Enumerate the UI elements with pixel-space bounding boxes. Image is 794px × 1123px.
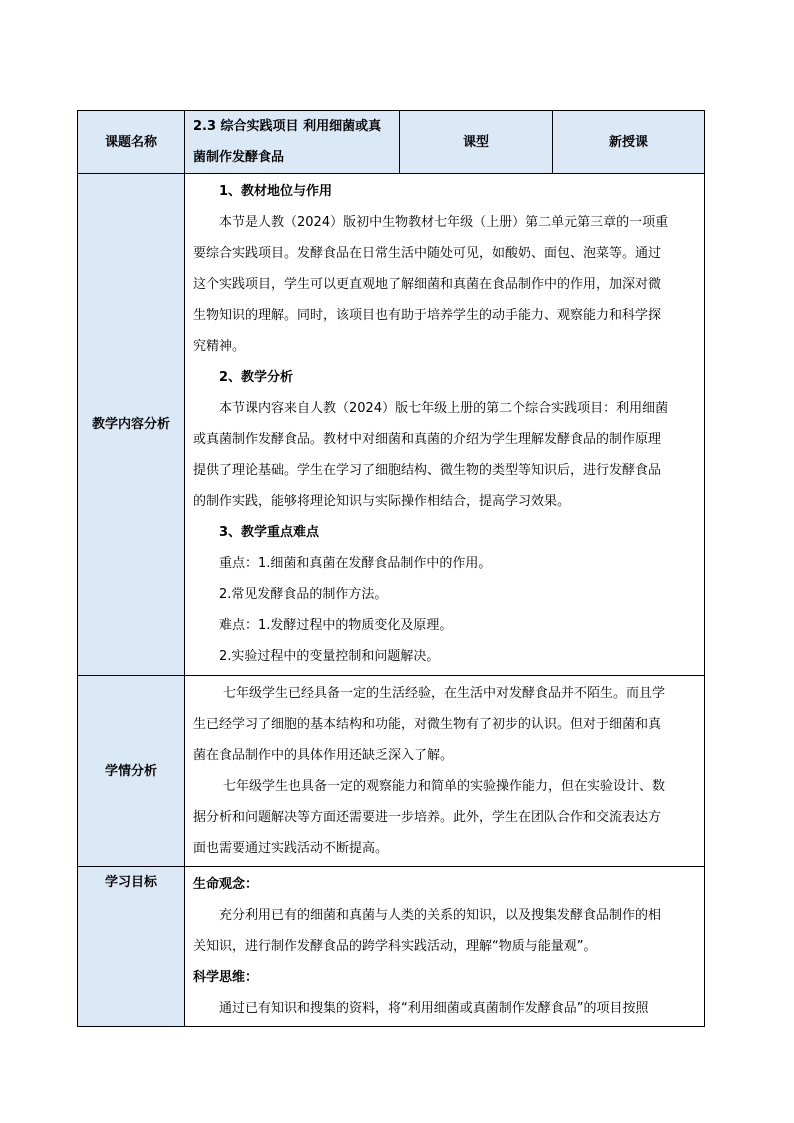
paragraph-line: 2.常见发酵食品的制作方法。 [219, 587, 388, 602]
paragraph-line: 的制作实践，能够将理论知识与实际操作相结合，提高学习效果。 [193, 494, 571, 509]
lesson-type-value: 新授课 [553, 111, 705, 174]
paragraph-line: 究精神。 [193, 339, 246, 354]
paragraph-line: 面也需要通过实践活动不断提高。 [193, 841, 389, 856]
lesson-plan-table [77, 110, 705, 1027]
section-heading: 1、教材地位与作用 [219, 184, 333, 199]
header-row [78, 111, 705, 174]
paragraph-line: 通过已有知识和搜集的资料，将“利用细菌或真菌制作发酵食品”的项目按照 [219, 1001, 649, 1016]
objective-heading: 科学思维： [193, 970, 259, 985]
student-analysis-body [185, 676, 705, 867]
paragraph-line: 或真菌制作发酵食品。教材中对细菌和真菌的介绍为学生理解发酵食品的制作原理 [193, 432, 662, 447]
paragraph-line: 难点：1.发酵过程中的物质变化及原理。 [219, 618, 453, 633]
course-title-line-2: 菌制作发酵食品 [193, 150, 285, 165]
course-title-line-1: 2.3 综合实践项目 利用细菌或真 [193, 119, 382, 134]
paragraph-line: 本节是人教（2024）版初中生物教材七年级（上册）第二单元第三章的一项重 [219, 215, 669, 230]
objective-heading: 生命观念： [193, 877, 259, 892]
student-analysis-row [78, 676, 705, 867]
course-name-label: 课题名称 [78, 111, 185, 174]
content-analysis-row [78, 174, 705, 676]
content-analysis-label: 教学内容分析 [78, 174, 185, 676]
paragraph-line: 生物知识的理解。同时，该项目也有助于培养学生的动手能力、观察能力和科学探 [193, 308, 662, 323]
paragraph-line: 菌在食品制作中的具体作用还缺乏深入了解。 [193, 748, 454, 763]
paragraph-line: 重点：1.细菌和真菌在发酵食品制作中的作用。 [219, 556, 492, 571]
objectives-body [185, 867, 705, 1027]
paragraph-line: 本节课内容来自人教（2024）版七年级上册的第二个综合实践项目：利用细菌 [219, 401, 669, 416]
paragraph-line: 提供了理论基础。学生在学习了细胞结构、微生物的类型等知识后，进行发酵食品 [193, 463, 662, 478]
content-analysis-body [185, 174, 705, 676]
paragraph-line: 七年级学生已经具备一定的生活经验，在生活中对发酵食品并不陌生。而且学 [223, 686, 666, 701]
paragraph-line: 充分利用已有的细菌和真菌与人类的关系的知识，以及搜集发酵食品制作的相 [219, 908, 662, 923]
section-heading: 3、教学重点难点 [219, 525, 320, 540]
paragraph-line: 这个实践项目，学生可以更直观地了解细菌和真菌在食品制作中的作用，加深对微 [193, 277, 662, 292]
course-title [185, 111, 400, 174]
objectives-label: 学习目标 [78, 867, 185, 1027]
paragraph-line: 2.实验过程中的变量控制和问题解决。 [219, 649, 440, 664]
paragraph-line: 生已经学习了细胞的基本结构和功能，对微生物有了初步的认识。但对于细菌和真 [193, 717, 662, 732]
objectives-row [78, 867, 705, 1027]
student-analysis-label: 学情分析 [78, 676, 185, 867]
paragraph-line: 要综合实践项目。发酵食品在日常生活中随处可见，如酸奶、面包、泡菜等。通过 [193, 246, 662, 261]
paragraph-line: 据分析和问题解决等方面还需要进一步培养。此外，学生在团队合作和交流表达方 [193, 810, 662, 825]
paragraph-line: 关知识，进行制作发酵食品的跨学科实践活动，理解“物质与能量观”。 [193, 939, 597, 954]
section-heading: 2、教学分析 [219, 370, 294, 385]
lesson-type-label: 课型 [400, 111, 553, 174]
paragraph-line: 七年级学生也具备一定的观察能力和简单的实验操作能力，但在实验设计、数 [223, 779, 666, 794]
